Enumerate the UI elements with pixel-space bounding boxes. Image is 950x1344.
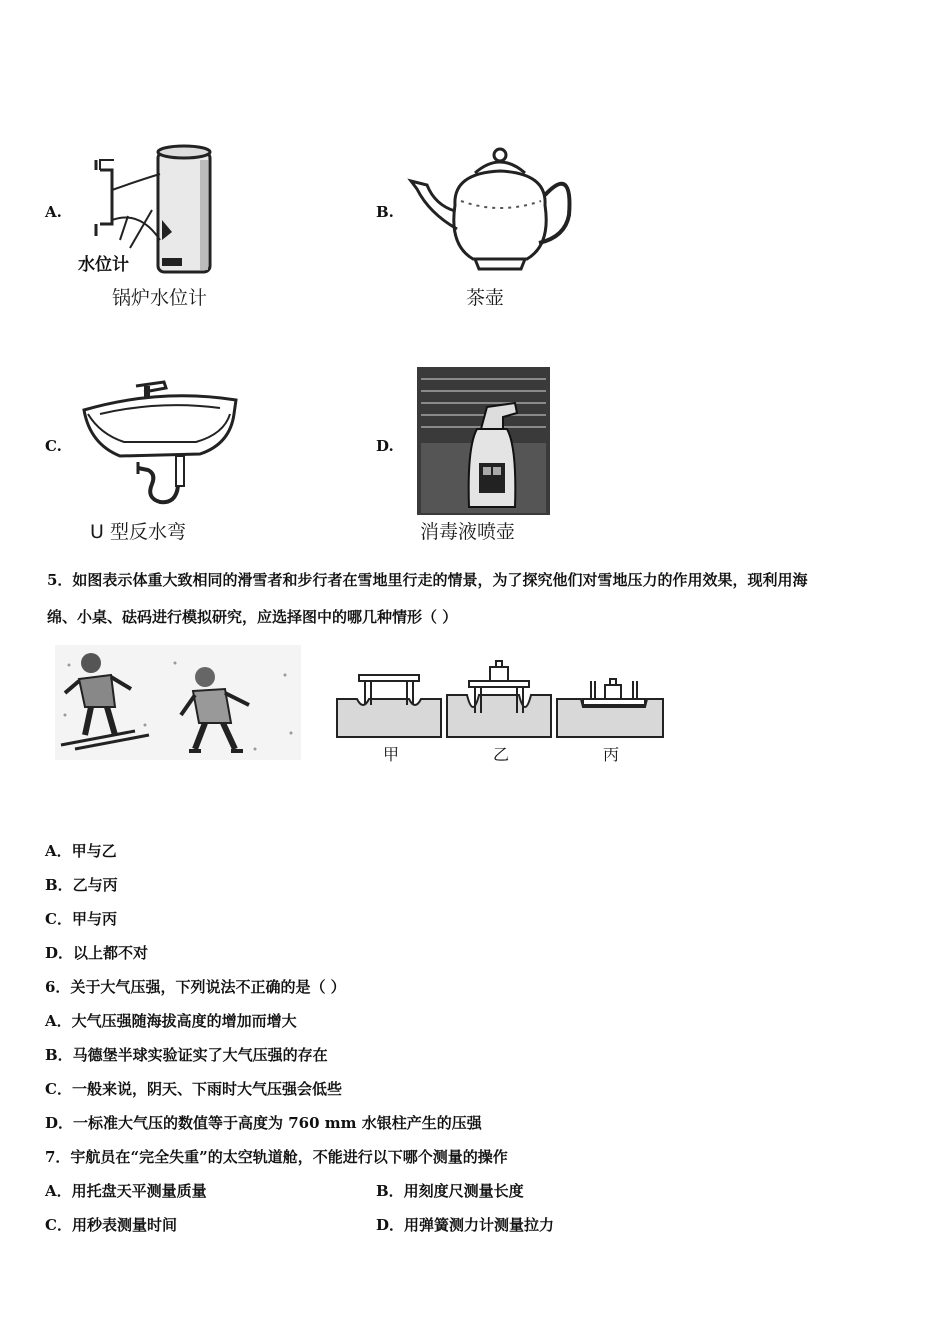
q6-option-c: C．一般来说，阴天、下雨时大气压强会低些 (45, 1080, 342, 1098)
setup-bing (557, 679, 663, 737)
q6-stem: 6．关于大气压强，下列说法不正确的是（ ） (45, 978, 346, 996)
q5-stem-line1: 5．如图表示体重大致相同的滑雪者和步行者在雪地里行走的情景，为了探究他们对雪地压力的作用效果，现利用海 (47, 571, 808, 589)
q5-stem-line2: 绵、小桌、砝码进行模拟研究，应选择图中的哪几种情形（ ） (47, 608, 458, 626)
q4-option-a-letter: A. (45, 203, 62, 221)
q7-option-d: D．用弹簧测力计测量拉力 (376, 1216, 555, 1234)
spray-bottle-icon (417, 367, 550, 515)
skier-walker-illustration (55, 645, 301, 760)
q5-option-a: A．甲与乙 (45, 842, 117, 860)
q4-option-c-letter: C. (45, 437, 62, 455)
q7-option-a: A．用托盘天平测量质量 (45, 1182, 207, 1200)
q6-option-a: A．大气压强随海拔高度的增加而增大 (45, 1012, 297, 1030)
q4-option-c-caption: U 型反水弯 (90, 521, 186, 543)
figure-label-bing: 丙 (603, 745, 620, 764)
q7-option-c: C．用秒表测量时间 (45, 1216, 177, 1234)
q6-option-b: B．马德堡半球实验证实了大气压强的存在 (45, 1046, 328, 1064)
q5-option-b: B．乙与丙 (45, 876, 118, 894)
figure-label-jia: 甲 (383, 745, 400, 764)
q7-stem: 7．宇航员在“完全失重”的太空轨道舱，不能进行以下哪个测量的操作 (45, 1148, 508, 1166)
sink-icon (80, 374, 240, 514)
q4-option-d-caption: 消毒液喷壶 (420, 521, 516, 543)
setup-yi (447, 661, 551, 737)
q4-option-b-letter: B. (376, 203, 394, 221)
q5-option-c: C．甲与丙 (45, 910, 117, 928)
q4-option-a-caption: 锅炉水位计 (112, 287, 208, 309)
figure-label-yi: 乙 (493, 745, 510, 764)
q5-option-d: D．以上都不对 (45, 944, 149, 962)
sponge-table-figure (335, 655, 665, 740)
q7-option-b: B．用刻度尺测量长度 (376, 1182, 524, 1200)
teapot-icon (405, 145, 575, 275)
q6-option-d: D．一标准大气压的数值等于高度为 760 mm 水银柱产生的压强 (45, 1114, 482, 1132)
setup-jia (337, 675, 441, 737)
q4-option-b-caption: 茶壶 (466, 287, 505, 309)
water-gauge-label: 水位计 (78, 255, 129, 275)
q4-option-d-letter: D. (376, 437, 394, 455)
